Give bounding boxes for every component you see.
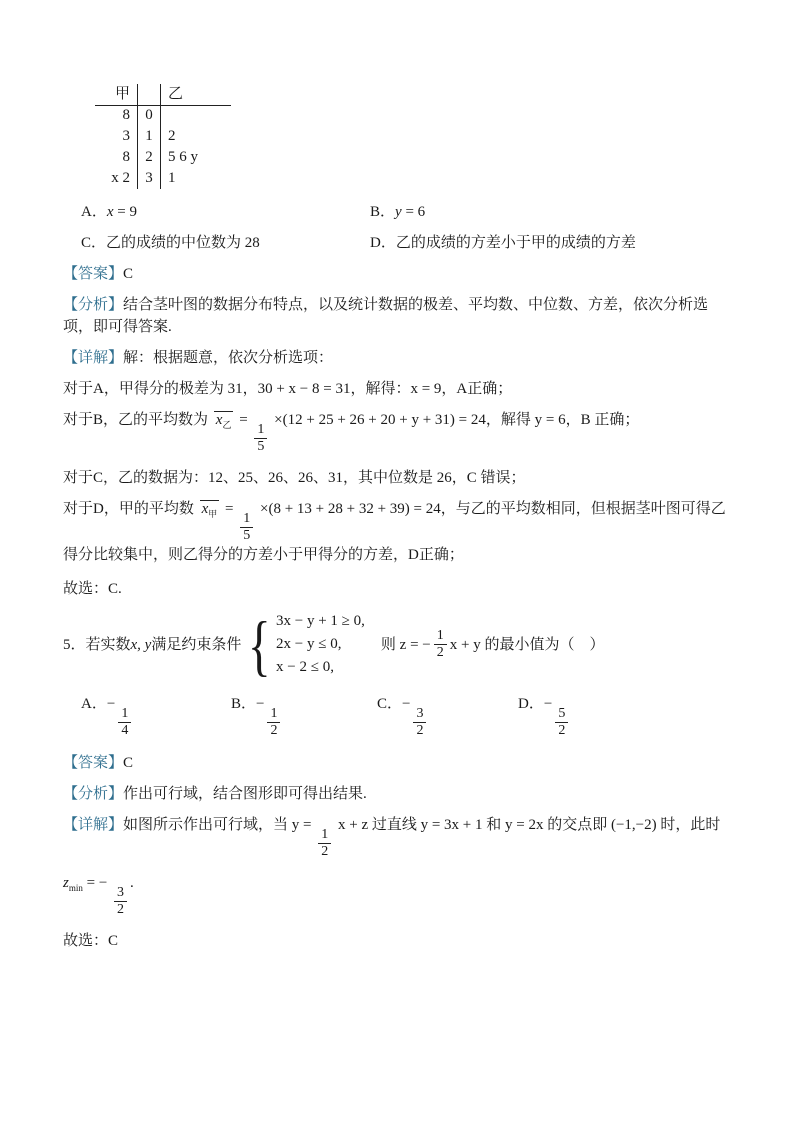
text: 满足约束条件 [151, 636, 242, 653]
detail-intro-text: 解：根据题意，依次分析选项： [123, 350, 334, 366]
text: 5．若实数 [63, 636, 131, 653]
stem-value: 1 [137, 126, 161, 147]
equals-sign: = [239, 412, 248, 428]
equals-sign: = [225, 501, 234, 518]
answer-label: 【答案】 [63, 754, 124, 771]
q4-conclusion [63, 578, 734, 600]
option-label: A． [81, 204, 107, 220]
denominator: 2 [413, 722, 426, 739]
option-label: C． [81, 235, 107, 251]
q5-option-b [231, 693, 377, 739]
q4-option-a [81, 201, 370, 223]
denominator: 2 [555, 722, 568, 739]
minus-sign: − [256, 696, 265, 713]
option-label: D． [518, 696, 544, 713]
q4-option-d [370, 232, 636, 254]
stem-leaf-table [95, 84, 231, 189]
mean-subscript: 乙 [222, 420, 232, 430]
text: 则 z = − [380, 636, 431, 653]
denominator: 2 [434, 644, 447, 661]
text: ×(8 + 13 + 28 + 32 + 39) = 24，与乙的平均数相同，但根据茎叶图可得乙得分比较集中，则乙得分的方差小于甲得分的方差，D正确； [63, 501, 726, 564]
q4-answer-line [63, 263, 734, 285]
option-variable: y [395, 204, 402, 220]
stem-leaf-header-right: 乙 [161, 84, 231, 106]
q5-analysis-line [63, 783, 734, 805]
fraction [240, 511, 253, 544]
period: . [130, 874, 134, 891]
detail-label: 【详解】 [63, 816, 124, 833]
leaf-right [161, 105, 231, 126]
q4-options-row-2 [63, 232, 734, 254]
q5-detail-line [63, 814, 734, 860]
option-label: B． [231, 696, 257, 713]
stem-leaf-header-stem [137, 84, 161, 106]
numerator: 1 [436, 628, 444, 644]
minus-sign: − [543, 696, 553, 713]
answer-value: C [123, 266, 134, 282]
answer-value: C [123, 754, 134, 771]
stem-value: 0 [137, 105, 161, 126]
mean-subscript: 甲 [208, 509, 218, 520]
text: 对于A，甲得分的极差为 31，30 + x − 8 = 31，解得：x = 9，A正确； [63, 381, 513, 397]
text: x + y 的最小值为（ ） [449, 636, 605, 653]
detail-label: 【详解】 [63, 350, 124, 366]
q4-option-a-analysis [63, 378, 734, 400]
denominator: 2 [114, 901, 127, 918]
mean-symbol [200, 500, 220, 520]
option-value: = 6 [405, 204, 426, 220]
denominator: 2 [318, 843, 331, 860]
table-row [95, 126, 231, 147]
analysis-text: 结合茎叶图的数据分布特点，以及统计数据的极差、平均数、中位数、方差，依次分析选项，即可得答案. [63, 297, 709, 335]
fraction [555, 706, 568, 739]
q5-option-c [377, 693, 518, 739]
minus-sign: − [402, 696, 411, 713]
q4-analysis-line [63, 294, 734, 338]
q4-option-d-analysis [63, 498, 734, 566]
stem-leaf-header-left: 甲 [95, 84, 137, 106]
text: ×(12 + 25 + 26 + 20 + y + 31) = 24，解得 y = 6，B 正确； [274, 412, 640, 428]
leaf-right: 5 6 y [168, 149, 198, 165]
fraction [267, 706, 280, 739]
q4-option-b [370, 201, 425, 223]
text: 对于B，乙的平均数为 [63, 412, 209, 428]
option-label: D． [370, 235, 396, 251]
fraction [114, 885, 127, 918]
min-subscript: min [68, 882, 83, 893]
option-value: = 9 [117, 204, 137, 220]
left-brace: { [248, 606, 272, 683]
option-label: A． [81, 696, 107, 713]
table-row [95, 168, 231, 189]
text: 如图所示作出可行域，当 y = [123, 816, 312, 833]
numerator: 1 [243, 511, 251, 527]
answer-label: 【答案】 [63, 266, 124, 282]
constraint-system [276, 610, 365, 679]
mean-variable: x [201, 501, 209, 518]
equals-minus: = − [86, 874, 108, 891]
text: 对于C，乙的数据为：12、25、26、26、31，其中位数是 26，C 错误； [63, 470, 526, 487]
analysis-label: 【分析】 [63, 297, 124, 313]
stem-value: 3 [137, 168, 161, 189]
mean-symbol [214, 411, 234, 431]
fraction [118, 706, 131, 739]
q4-option-c-analysis [63, 467, 734, 489]
option-text: 乙的成绩的方差小于甲的成绩的方差 [395, 235, 636, 251]
leaf-right: 1 [168, 170, 176, 186]
leaf-left: 8 [122, 107, 130, 123]
leaf-right: 2 [168, 128, 176, 144]
denominator: 2 [267, 722, 280, 739]
denominator: 5 [254, 438, 267, 455]
q5-question-stem [63, 606, 734, 683]
leaf-left: 3 [122, 128, 130, 144]
text: 对于D，甲的平均数 [63, 501, 194, 518]
analysis-label: 【分析】 [63, 785, 124, 802]
option-variable: x [106, 204, 114, 220]
fraction [413, 706, 426, 739]
numerator: 3 [416, 706, 424, 722]
analysis-text: 作出可行域，结合图形即可得出结果. [123, 785, 367, 802]
stem-value: 2 [137, 147, 161, 168]
leaf-left: x 2 [111, 170, 130, 186]
table-row [95, 105, 231, 126]
numerator: 1 [270, 706, 278, 722]
q4-options-row-1 [63, 201, 734, 223]
text: 故选：C [63, 932, 119, 949]
constraint: 3x − y + 1 ≥ 0, [276, 613, 365, 630]
option-text: 乙的成绩的中位数为 28 [106, 235, 260, 251]
constraint: 2x − y ≤ 0, [276, 636, 342, 653]
q5-conclusion [63, 930, 734, 952]
option-label: C． [377, 696, 403, 713]
fraction [254, 422, 267, 455]
denominator: 4 [118, 722, 131, 739]
option-label: B． [370, 204, 396, 220]
table-row [95, 147, 231, 168]
q5-option-a [81, 693, 231, 739]
variables: x, y [130, 636, 152, 653]
numerator: 1 [121, 706, 129, 722]
q5-option-d [518, 693, 571, 739]
text: x + z 过直线 y = 3x + 1 和 y = 2x 的交点即 (−1,−2) 时，此时 [337, 816, 721, 833]
minus-sign: − [106, 696, 116, 713]
stem-leaf-header [95, 84, 231, 105]
denominator: 5 [240, 527, 253, 544]
q5-options-row [63, 693, 734, 739]
constraint: x − 2 ≤ 0, [276, 659, 334, 676]
q4-option-b-analysis [63, 409, 734, 455]
numerator: 5 [558, 706, 566, 722]
fraction [318, 827, 331, 860]
q5-answer-line [63, 752, 734, 774]
fraction [434, 628, 447, 661]
text: 故选：C. [63, 581, 122, 598]
q4-option-c [81, 232, 370, 254]
numerator: 3 [117, 884, 125, 900]
q5-zmin-line [63, 872, 734, 918]
numerator: 1 [321, 826, 329, 842]
mean-variable: x [215, 412, 223, 428]
z-variable: z [63, 874, 69, 891]
numerator: 1 [257, 422, 265, 437]
q4-detail-intro-line [63, 347, 734, 369]
leaf-left: 8 [122, 149, 130, 165]
